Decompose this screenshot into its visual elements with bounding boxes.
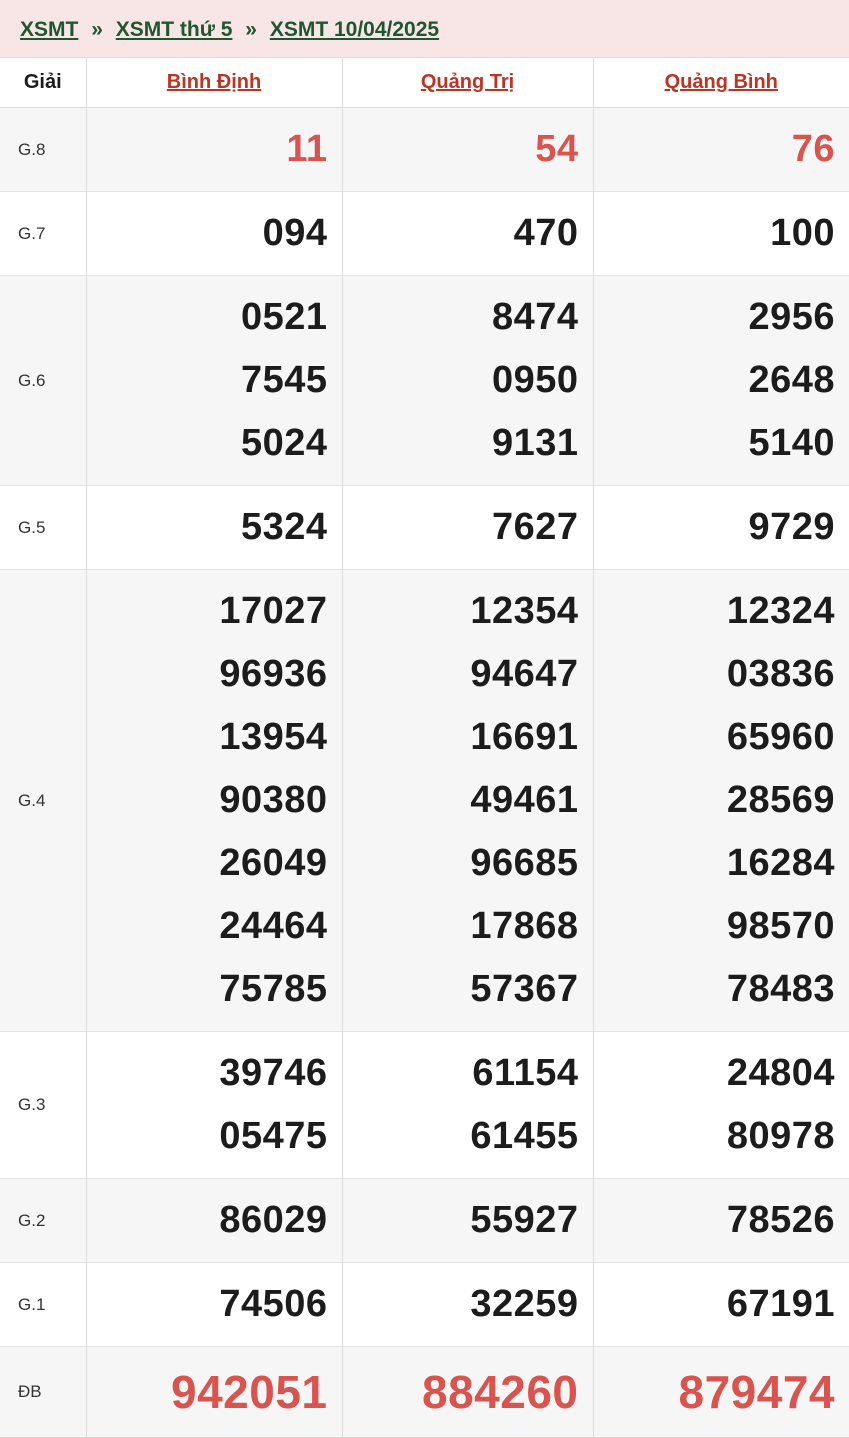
result-number: 7627 bbox=[491, 506, 579, 548]
result-number: 74506 bbox=[219, 1283, 328, 1325]
result-number: 03836 bbox=[726, 653, 835, 695]
result-number: 5140 bbox=[748, 422, 835, 464]
prize-label: G.4 bbox=[18, 790, 46, 810]
result-cell bbox=[342, 486, 593, 570]
result-number: 5024 bbox=[240, 422, 328, 464]
result-number: 57367 bbox=[470, 968, 579, 1010]
result-number: 32259 bbox=[470, 1283, 579, 1325]
breadcrumb-separator: » bbox=[245, 18, 257, 41]
result-number: 12324 bbox=[726, 590, 835, 632]
result-number: 61455 bbox=[470, 1115, 579, 1157]
table-row bbox=[0, 1347, 849, 1438]
table-row bbox=[0, 1263, 849, 1347]
result-cell bbox=[593, 1032, 849, 1179]
prize-label: ĐB bbox=[18, 1382, 42, 1401]
result-cell bbox=[342, 570, 593, 1032]
result-number: 96936 bbox=[219, 653, 328, 695]
result-number: 65960 bbox=[726, 716, 835, 758]
header-row bbox=[0, 58, 849, 108]
result-number: 76 bbox=[791, 128, 835, 170]
result-number: 17868 bbox=[470, 905, 579, 947]
column-header-prize: Giải bbox=[0, 58, 86, 108]
result-number: 11 bbox=[286, 128, 328, 170]
result-number: 2648 bbox=[748, 359, 835, 401]
prize-label: G.2 bbox=[18, 1210, 46, 1230]
result-number: 75785 bbox=[219, 968, 328, 1010]
result-number: 90380 bbox=[219, 779, 328, 821]
breadcrumb bbox=[0, 0, 849, 57]
result-number: 0521 bbox=[240, 296, 328, 338]
result-number: 54 bbox=[535, 128, 579, 170]
result-number: 28569 bbox=[726, 779, 835, 821]
result-number: 86029 bbox=[219, 1199, 328, 1241]
table-row bbox=[0, 570, 849, 1032]
table-row bbox=[0, 192, 849, 276]
result-cell bbox=[342, 1032, 593, 1179]
result-cell bbox=[86, 108, 342, 192]
result-cell bbox=[593, 570, 849, 1032]
prize-label: G.6 bbox=[18, 370, 46, 390]
result-number: 12354 bbox=[470, 590, 579, 632]
breadcrumb-link-xsmt-thu-5[interactable]: XSMT thứ 5 bbox=[115, 18, 233, 41]
result-number: 26049 bbox=[219, 842, 328, 884]
breadcrumb-link-xsmt[interactable]: XSMT bbox=[20, 18, 79, 41]
result-cell bbox=[593, 1347, 849, 1438]
prize-label: G.3 bbox=[18, 1095, 46, 1114]
column-header-quang-binh[interactable]: Quảng Bình bbox=[593, 58, 849, 108]
results-table-body bbox=[0, 108, 849, 1438]
result-cell bbox=[342, 276, 593, 486]
result-cell bbox=[342, 1263, 593, 1347]
result-number: 49461 bbox=[470, 779, 579, 821]
result-cell bbox=[593, 1263, 849, 1347]
result-cell bbox=[86, 192, 342, 276]
prize-label: G.7 bbox=[18, 223, 46, 243]
result-number: 942051 bbox=[171, 1366, 328, 1418]
result-cell bbox=[593, 192, 849, 276]
result-cell bbox=[86, 276, 342, 486]
table-row bbox=[0, 1032, 849, 1179]
result-cell bbox=[86, 1179, 342, 1263]
prize-label: G.1 bbox=[18, 1294, 46, 1314]
result-cell bbox=[86, 1032, 342, 1179]
result-number: 9729 bbox=[748, 506, 835, 548]
table-row bbox=[0, 486, 849, 570]
result-cell bbox=[86, 486, 342, 570]
result-cell bbox=[86, 570, 342, 1032]
result-number: 05475 bbox=[219, 1115, 328, 1157]
result-cell bbox=[86, 1347, 342, 1438]
result-number: 8474 bbox=[491, 296, 579, 338]
result-number: 80978 bbox=[726, 1115, 835, 1157]
column-header-binh-dinh[interactable]: Bình Định bbox=[86, 58, 342, 108]
result-number: 98570 bbox=[726, 905, 835, 947]
result-number: 16284 bbox=[726, 842, 835, 884]
table-row bbox=[0, 108, 849, 192]
table-row bbox=[0, 276, 849, 486]
result-number: 24464 bbox=[219, 905, 328, 947]
result-number: 24804 bbox=[726, 1052, 835, 1094]
result-number: 100 bbox=[770, 212, 835, 254]
result-number: 55927 bbox=[470, 1199, 579, 1241]
result-number: 61154 bbox=[472, 1052, 579, 1094]
result-number: 094 bbox=[262, 212, 328, 254]
result-number: 879474 bbox=[678, 1366, 835, 1418]
result-number: 78483 bbox=[726, 968, 835, 1010]
result-number: 884260 bbox=[422, 1366, 579, 1418]
result-cell bbox=[342, 192, 593, 276]
result-number: 17027 bbox=[219, 590, 328, 632]
result-cell bbox=[593, 1179, 849, 1263]
result-cell bbox=[593, 276, 849, 486]
result-number: 5324 bbox=[240, 506, 328, 548]
results-table bbox=[0, 57, 849, 1438]
result-cell bbox=[342, 108, 593, 192]
result-cell bbox=[86, 1263, 342, 1347]
result-number: 470 bbox=[513, 212, 579, 254]
result-cell bbox=[593, 108, 849, 192]
result-cell bbox=[342, 1347, 593, 1438]
result-cell bbox=[593, 486, 849, 570]
prize-label: G.5 bbox=[18, 517, 46, 537]
result-number: 0950 bbox=[491, 359, 579, 401]
result-number: 96685 bbox=[470, 842, 579, 884]
result-number: 13954 bbox=[219, 716, 328, 758]
breadcrumb-link-xsmt-date[interactable]: XSMT 10/04/2025 bbox=[269, 18, 440, 41]
result-number: 94647 bbox=[470, 653, 579, 695]
result-number: 39746 bbox=[219, 1052, 328, 1094]
result-number: 2956 bbox=[748, 296, 835, 338]
table-row bbox=[0, 1179, 849, 1263]
result-cell bbox=[342, 1179, 593, 1263]
breadcrumb-separator: » bbox=[91, 18, 103, 41]
result-number: 16691 bbox=[470, 716, 579, 758]
column-header-quang-tri[interactable]: Quảng Trị bbox=[342, 58, 593, 108]
result-number: 7545 bbox=[240, 359, 328, 401]
result-number: 67191 bbox=[726, 1283, 835, 1325]
result-number: 78526 bbox=[726, 1199, 835, 1241]
result-number: 9131 bbox=[491, 422, 579, 464]
prize-label: G.8 bbox=[18, 139, 46, 159]
